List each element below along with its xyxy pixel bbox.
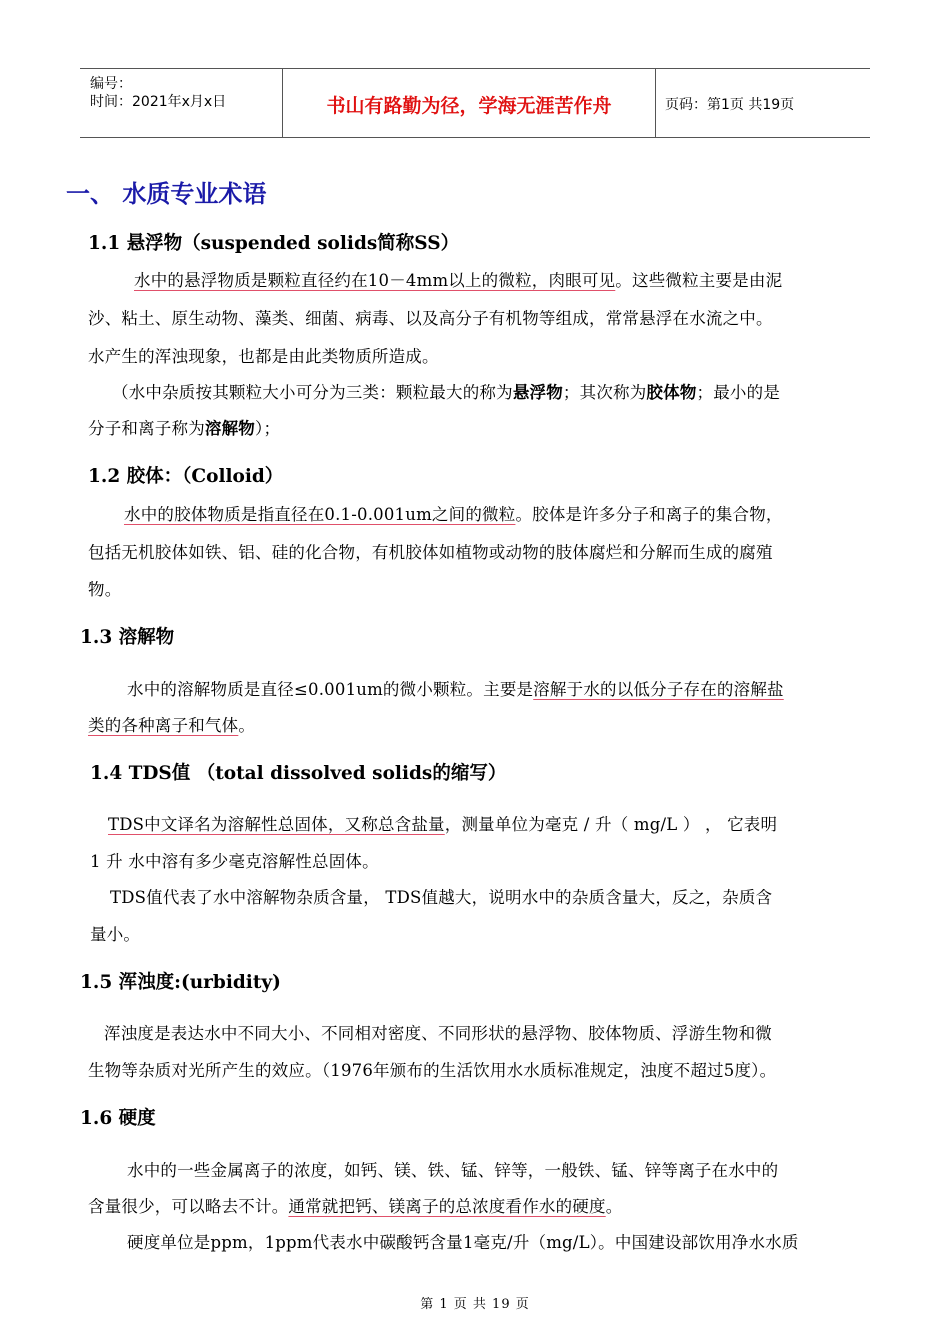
underlined-text: 类的各种离子和气体: [88, 716, 239, 735]
text-span: ）；: [255, 419, 281, 438]
para-1-6-line-1: 水中的一些金属离子的浓度，如钙、镁、铁、锰、锌等，一般铁、锰、锌等离子在水中的: [127, 1161, 779, 1180]
heading-1-4: 1.4 TDS值 （total dissolved solids的缩写）: [90, 763, 507, 784]
bold-term: 溶解物: [204, 419, 256, 438]
text-span: 水中的溶解物质是直径≤0.001um的微小颗粒。主要是: [127, 680, 534, 699]
heading-1-5: 1.5 浑浊度:(urbidity): [80, 972, 281, 993]
para-1-6-line-2: [88, 1193, 622, 1217]
para-1-5-line-1: 浑浊度是表达水中不同大小、不同相对密度、不同形状的悬浮物、胶体物质、浮游生物和微: [104, 1024, 772, 1043]
text-span: ；其次称为: [562, 383, 647, 402]
heading-1-2: 1.2 胶体：（Colloid）: [88, 466, 284, 487]
para-1-4-line-2: 1 升 水中溶有多少毫克溶解性总固体。: [90, 852, 379, 871]
section-title: 一、 水质专业术语: [66, 180, 267, 208]
text-span: 含量很少，可以略去不计。: [88, 1197, 289, 1216]
para-1-4-line-1: [108, 811, 777, 835]
text-span: 。: [605, 1197, 623, 1216]
header-motto-cell: [282, 69, 656, 137]
text-span: 。: [238, 716, 256, 735]
underlined-text: TDS中文译名为溶解性总固体，又称总含盐量: [108, 815, 445, 834]
para-1-2-line-1: [124, 501, 783, 525]
text-span: 分子和离子称为: [88, 419, 205, 438]
text-span: 。这些微粒主要是由泥: [615, 271, 783, 290]
para-1-6-line-3: 硬度单位是ppm，1ppm代表水中碳酸钙含量1毫克/升（mg/L）。中国建设部饮用净水水质: [127, 1233, 799, 1252]
para-1-4-line-3: TDS值代表了水中溶解物杂质含量， TDS值越大，说明水中的杂质含量大，反之，杂质含: [110, 888, 773, 907]
para-1-5-line-2: 生物等杂质对光所产生的效应。（1976年颁布的生活饮用水水质标准规定，浊度不超过5度）。: [88, 1061, 777, 1080]
para-1-1-line-5: [88, 415, 280, 439]
header-meta-cell: [80, 69, 282, 137]
bold-term: 胶体物: [646, 383, 697, 402]
para-1-2-line-2: 包括无机胶体如铁、铝、硅的化合物，有机胶体如植物或动物的肢体腐烂和分解而生成的腐殖: [88, 543, 773, 562]
para-1-1-line-3: 水产生的浑浊现象，也都是由此类物质所造成。: [88, 347, 439, 366]
bold-term: 悬浮物: [512, 383, 563, 402]
para-1-1-line-2: 沙、粘土、原生动物、藻类、细菌、病毒、以及高分子有机物等组成，常常悬浮在水流之中。: [88, 309, 773, 328]
heading-1-1: 1.1 悬浮物（suspended solids简称SS）: [88, 233, 460, 254]
header-page-number: 页码：第1页 共19页: [665, 97, 795, 113]
underlined-text: 水中的悬浮物质是颗粒直径约在10－4mm以上的微粒，肉眼可见: [134, 271, 616, 290]
para-1-3-line-2: [88, 712, 255, 736]
document-header: [80, 68, 870, 138]
para-1-1-line-4: [112, 379, 780, 403]
para-1-3-line-1: [127, 676, 784, 700]
underlined-text: 通常就把钙、镁离子的总浓度看作水的硬度: [288, 1197, 606, 1216]
header-motto: 书山有路勤为径，学海无涯苦作舟: [326, 95, 612, 117]
text-span: （水中杂质按其颗粒大小可分为三类：颗粒最大的称为: [112, 383, 513, 402]
text-span: 。胶体是许多分子和离子的集合物，: [515, 505, 783, 524]
underlined-text: 溶解于水的以低分子存在的溶解盐: [533, 680, 784, 699]
text-span: ，测量单位为毫克 / 升（ mg/L ） ， 它表明: [444, 815, 778, 834]
header-page-cell: [655, 69, 870, 137]
document-number-label: 编号：: [90, 76, 132, 92]
heading-1-3: 1.3 溶解物: [80, 627, 175, 648]
document-date-label: 时间：2021年x月x日: [90, 94, 227, 110]
page-footer: 第 1 页 共 19 页: [420, 1297, 530, 1312]
para-1-2-line-3: 物。: [88, 580, 122, 599]
heading-1-6: 1.6 硬度: [80, 1108, 156, 1129]
underlined-text: 水中的胶体物质是指直径在0.1-0.001um之间的微粒: [124, 505, 516, 524]
para-1-4-line-4: 量小。: [90, 925, 141, 944]
para-1-1-line-1: [134, 267, 782, 291]
text-span: ；最小的是: [696, 383, 781, 402]
